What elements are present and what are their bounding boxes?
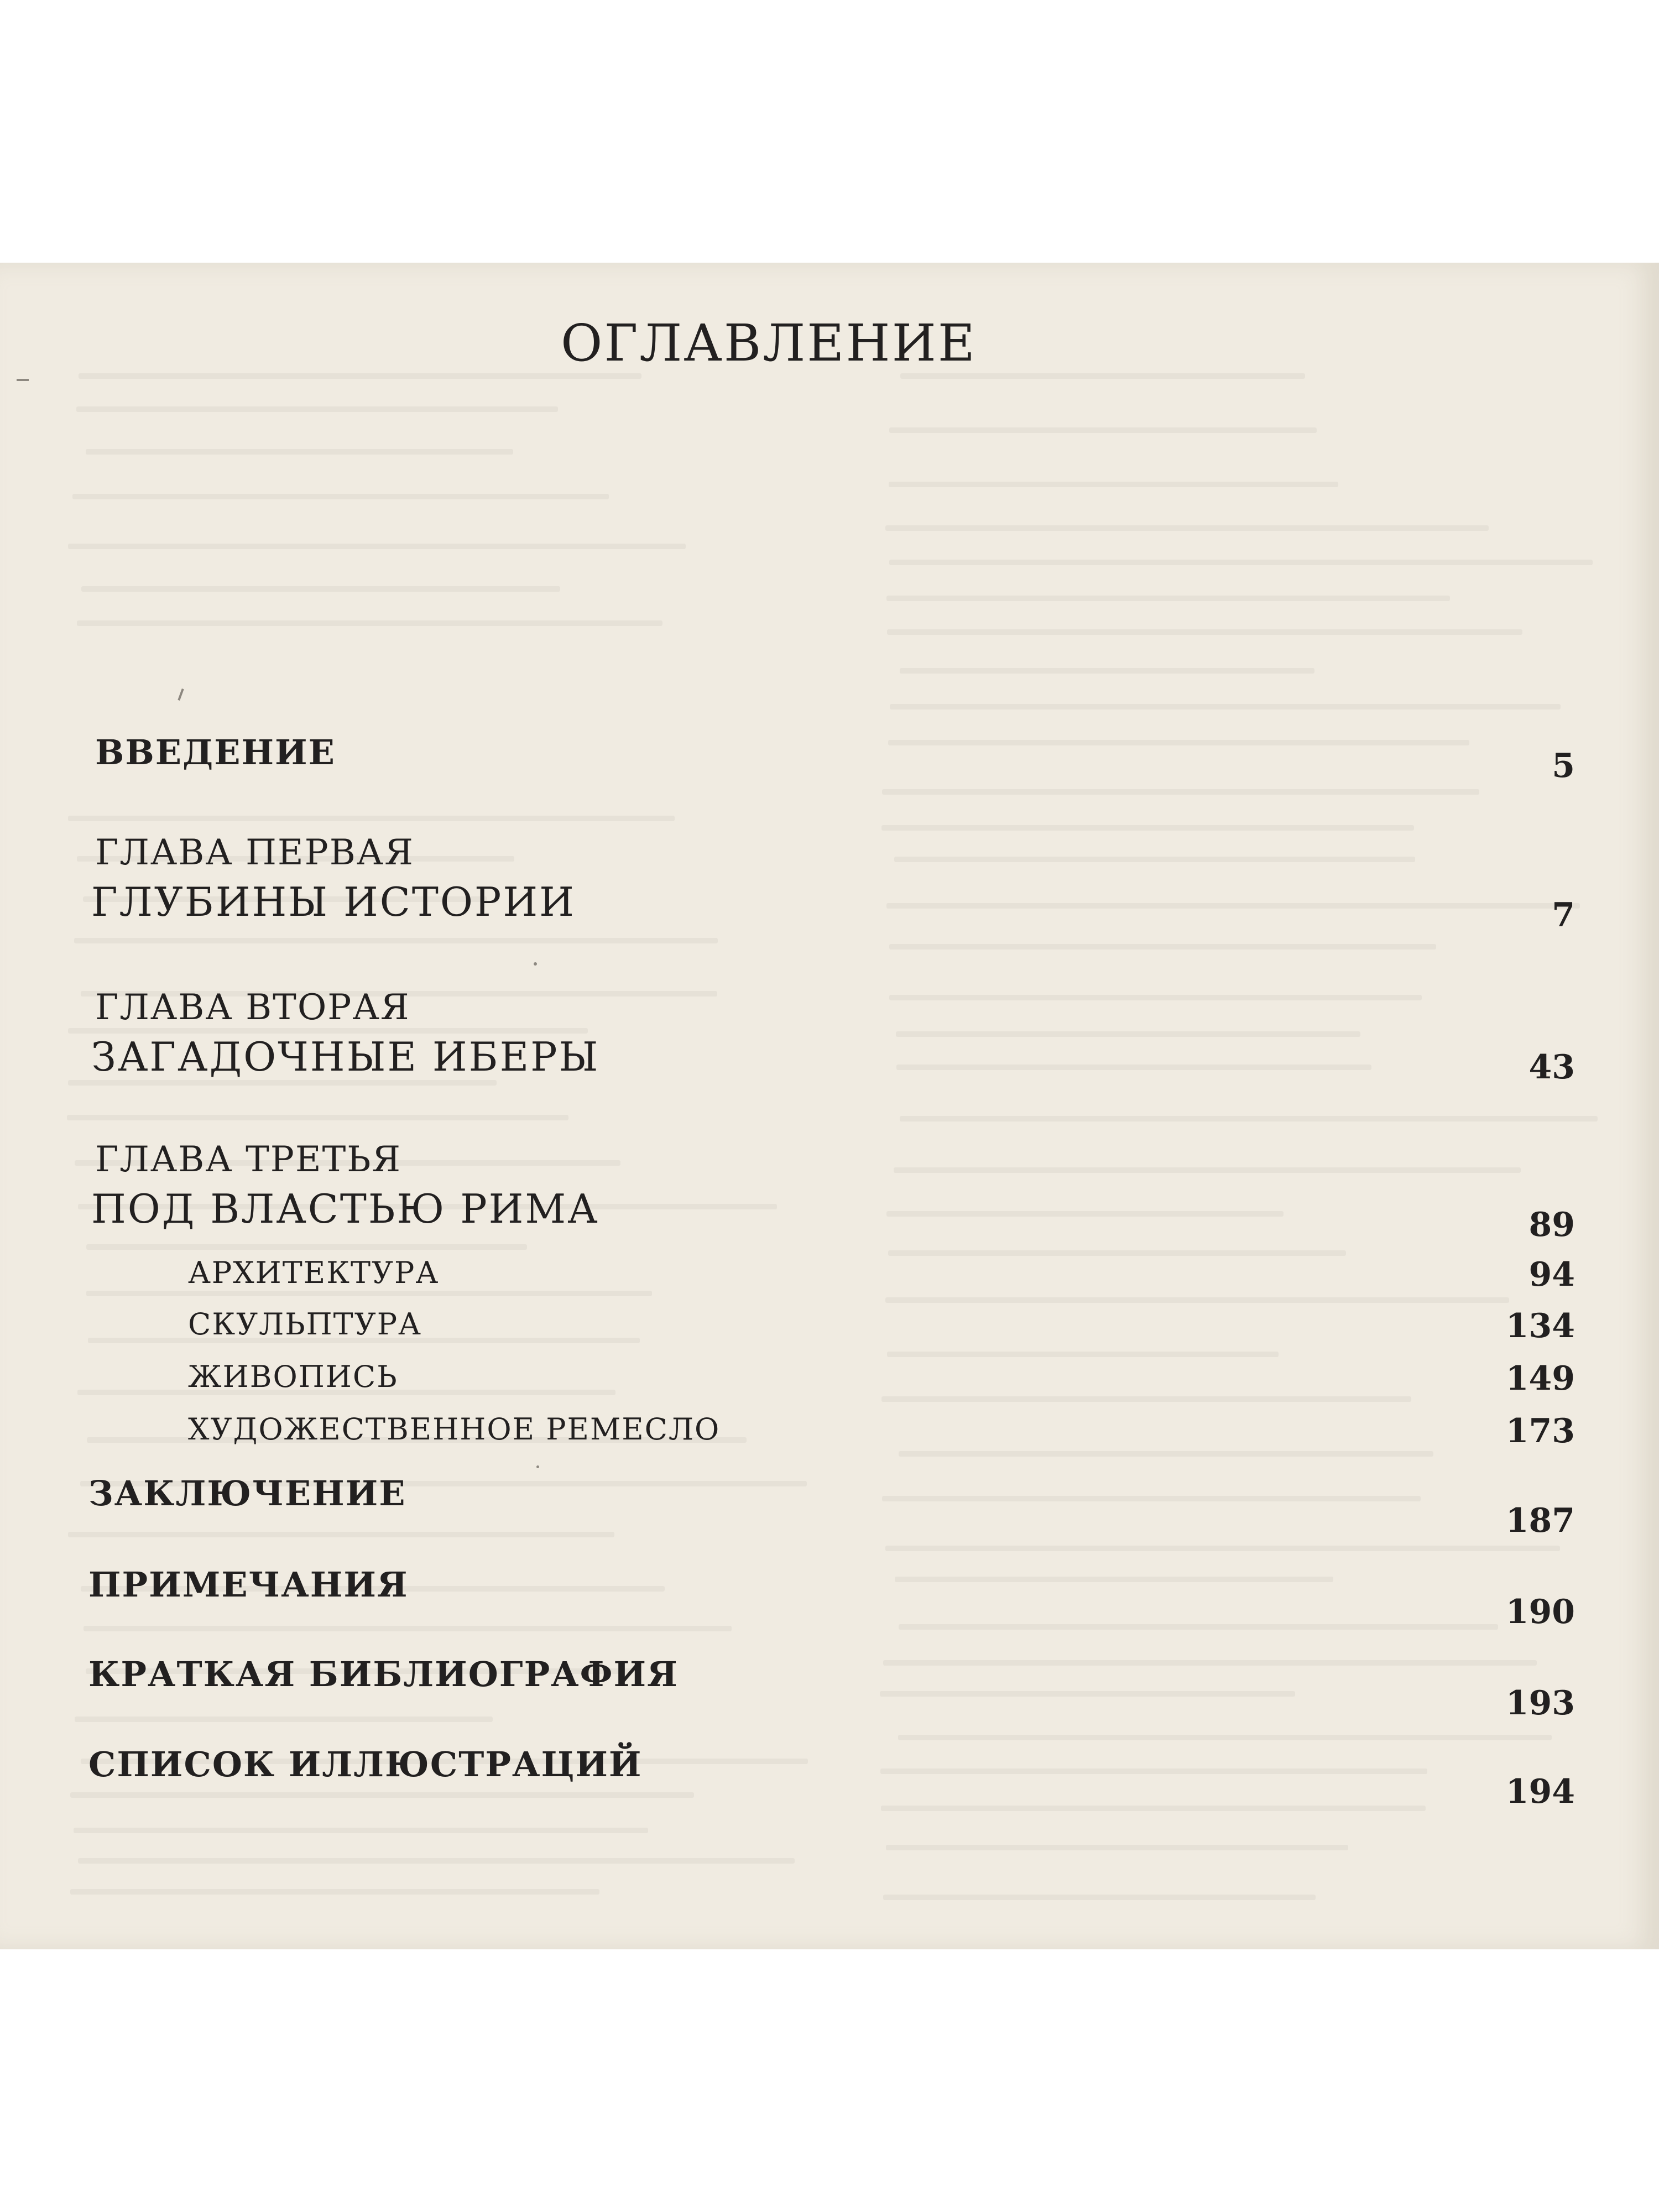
toc-page-number: 190 [1505, 1593, 1575, 1631]
show-through-line [882, 1496, 1421, 1501]
toc-page-number: 5 [1552, 747, 1575, 785]
show-through-line [74, 938, 718, 943]
show-through-line [886, 1211, 1284, 1217]
toc-subsection: ЖИВОПИСЬ [188, 1359, 398, 1394]
toc-notes: ПРИМЕЧАНИЯ [88, 1564, 409, 1605]
toc-page-number: 173 [1505, 1412, 1575, 1451]
show-through-line [880, 1691, 1295, 1697]
show-through-line [885, 1546, 1560, 1551]
show-through-line [889, 427, 1317, 433]
chapter-title: ПОД ВЛАСТЬЮ РИМА [91, 1186, 599, 1232]
show-through-line [881, 1396, 1411, 1402]
toc-page-number: 149 [1505, 1359, 1575, 1398]
toc-page-number: 194 [1505, 1772, 1575, 1811]
show-through-line [86, 449, 513, 455]
show-through-line [72, 494, 609, 499]
show-through-line [883, 1660, 1537, 1666]
show-through-line [70, 1889, 599, 1895]
show-through-line [899, 1624, 1498, 1630]
show-through-line [900, 1116, 1598, 1121]
toc-page-number: 134 [1505, 1307, 1575, 1345]
show-through-line [68, 1532, 614, 1537]
toc-introduction: ВВЕДЕНИЕ [95, 732, 336, 773]
show-through-line [75, 1717, 493, 1722]
toc-page-number: 7 [1552, 896, 1575, 935]
show-through-line [895, 1577, 1333, 1582]
ink-speck [17, 379, 29, 381]
show-through-line [900, 373, 1306, 379]
toc-conclusion: ЗАКЛЮЧЕНИЕ [88, 1473, 406, 1514]
page-paper [0, 263, 1659, 1949]
show-through-line [882, 789, 1479, 795]
show-through-line [68, 816, 675, 821]
toc-page-number: 187 [1505, 1501, 1575, 1540]
show-through-line [883, 1895, 1316, 1900]
show-through-line [74, 1828, 648, 1833]
toc-page-number: 94 [1528, 1255, 1575, 1294]
chapter-label: ГЛАВА ТРЕТЬЯ [95, 1139, 402, 1180]
show-through-line [86, 1291, 651, 1296]
toc-page-number: 193 [1505, 1684, 1575, 1723]
show-through-line [896, 1031, 1360, 1037]
toc-subsection: СКУЛЬПТУРА [188, 1307, 422, 1342]
show-through-line [885, 525, 1489, 531]
page-title: ОГЛАВЛЕНИЕ [561, 314, 977, 373]
show-through-line [76, 406, 558, 412]
show-through-line [888, 1250, 1346, 1256]
show-through-line [889, 944, 1437, 950]
show-through-line [67, 1115, 568, 1120]
ink-speck [178, 688, 184, 701]
show-through-line [885, 1297, 1510, 1303]
show-through-line [77, 620, 662, 626]
show-through-line [900, 668, 1314, 674]
chapter-title: ЗАГАДОЧНЫЕ ИБЕРЫ [91, 1034, 600, 1080]
show-through-line [881, 1806, 1426, 1811]
show-through-line [896, 1065, 1372, 1070]
toc-illustrations: СПИСОК ИЛЛЮСТРАЦИЙ [88, 1744, 643, 1785]
show-through-line [899, 1451, 1433, 1457]
show-through-line [78, 1858, 795, 1864]
show-through-line [68, 1080, 497, 1086]
show-through-line [887, 1352, 1279, 1357]
toc-subsection: АРХИТЕКТУРА [188, 1255, 440, 1290]
show-through-line [889, 482, 1338, 487]
show-through-line [898, 1735, 1552, 1740]
ink-speck [536, 1465, 539, 1468]
ink-speck [534, 962, 537, 966]
show-through-line [894, 857, 1415, 862]
show-through-line [894, 1167, 1521, 1173]
show-through-line [86, 1244, 527, 1250]
show-through-line [880, 1768, 1427, 1774]
show-through-line [887, 629, 1522, 635]
show-through-line [890, 704, 1561, 709]
show-through-line [889, 560, 1593, 565]
toc-page-number: 43 [1528, 1048, 1575, 1087]
show-through-line [84, 1626, 732, 1631]
show-through-line [68, 544, 686, 549]
chapter-label: ГЛАВА ВТОРАЯ [95, 987, 410, 1028]
chapter-label: ГЛАВА ПЕРВАЯ [95, 832, 414, 873]
show-through-line [886, 596, 1450, 601]
show-through-line [70, 1792, 694, 1798]
show-through-line [81, 586, 560, 592]
show-through-line [79, 373, 641, 379]
show-through-line [886, 1845, 1349, 1850]
show-through-line [881, 825, 1414, 831]
show-through-line [889, 995, 1422, 1000]
show-through-line [888, 740, 1469, 745]
toc-subsection: ХУДОЖЕСТВЕННОЕ РЕМЕСЛО [188, 1412, 721, 1447]
show-through-line [68, 1028, 587, 1034]
chapter-title: ГЛУБИНЫ ИСТОРИИ [91, 879, 576, 925]
toc-page-number: 89 [1528, 1206, 1575, 1244]
toc-bibliography: КРАТКАЯ БИБЛИОГРАФИЯ [88, 1654, 679, 1694]
